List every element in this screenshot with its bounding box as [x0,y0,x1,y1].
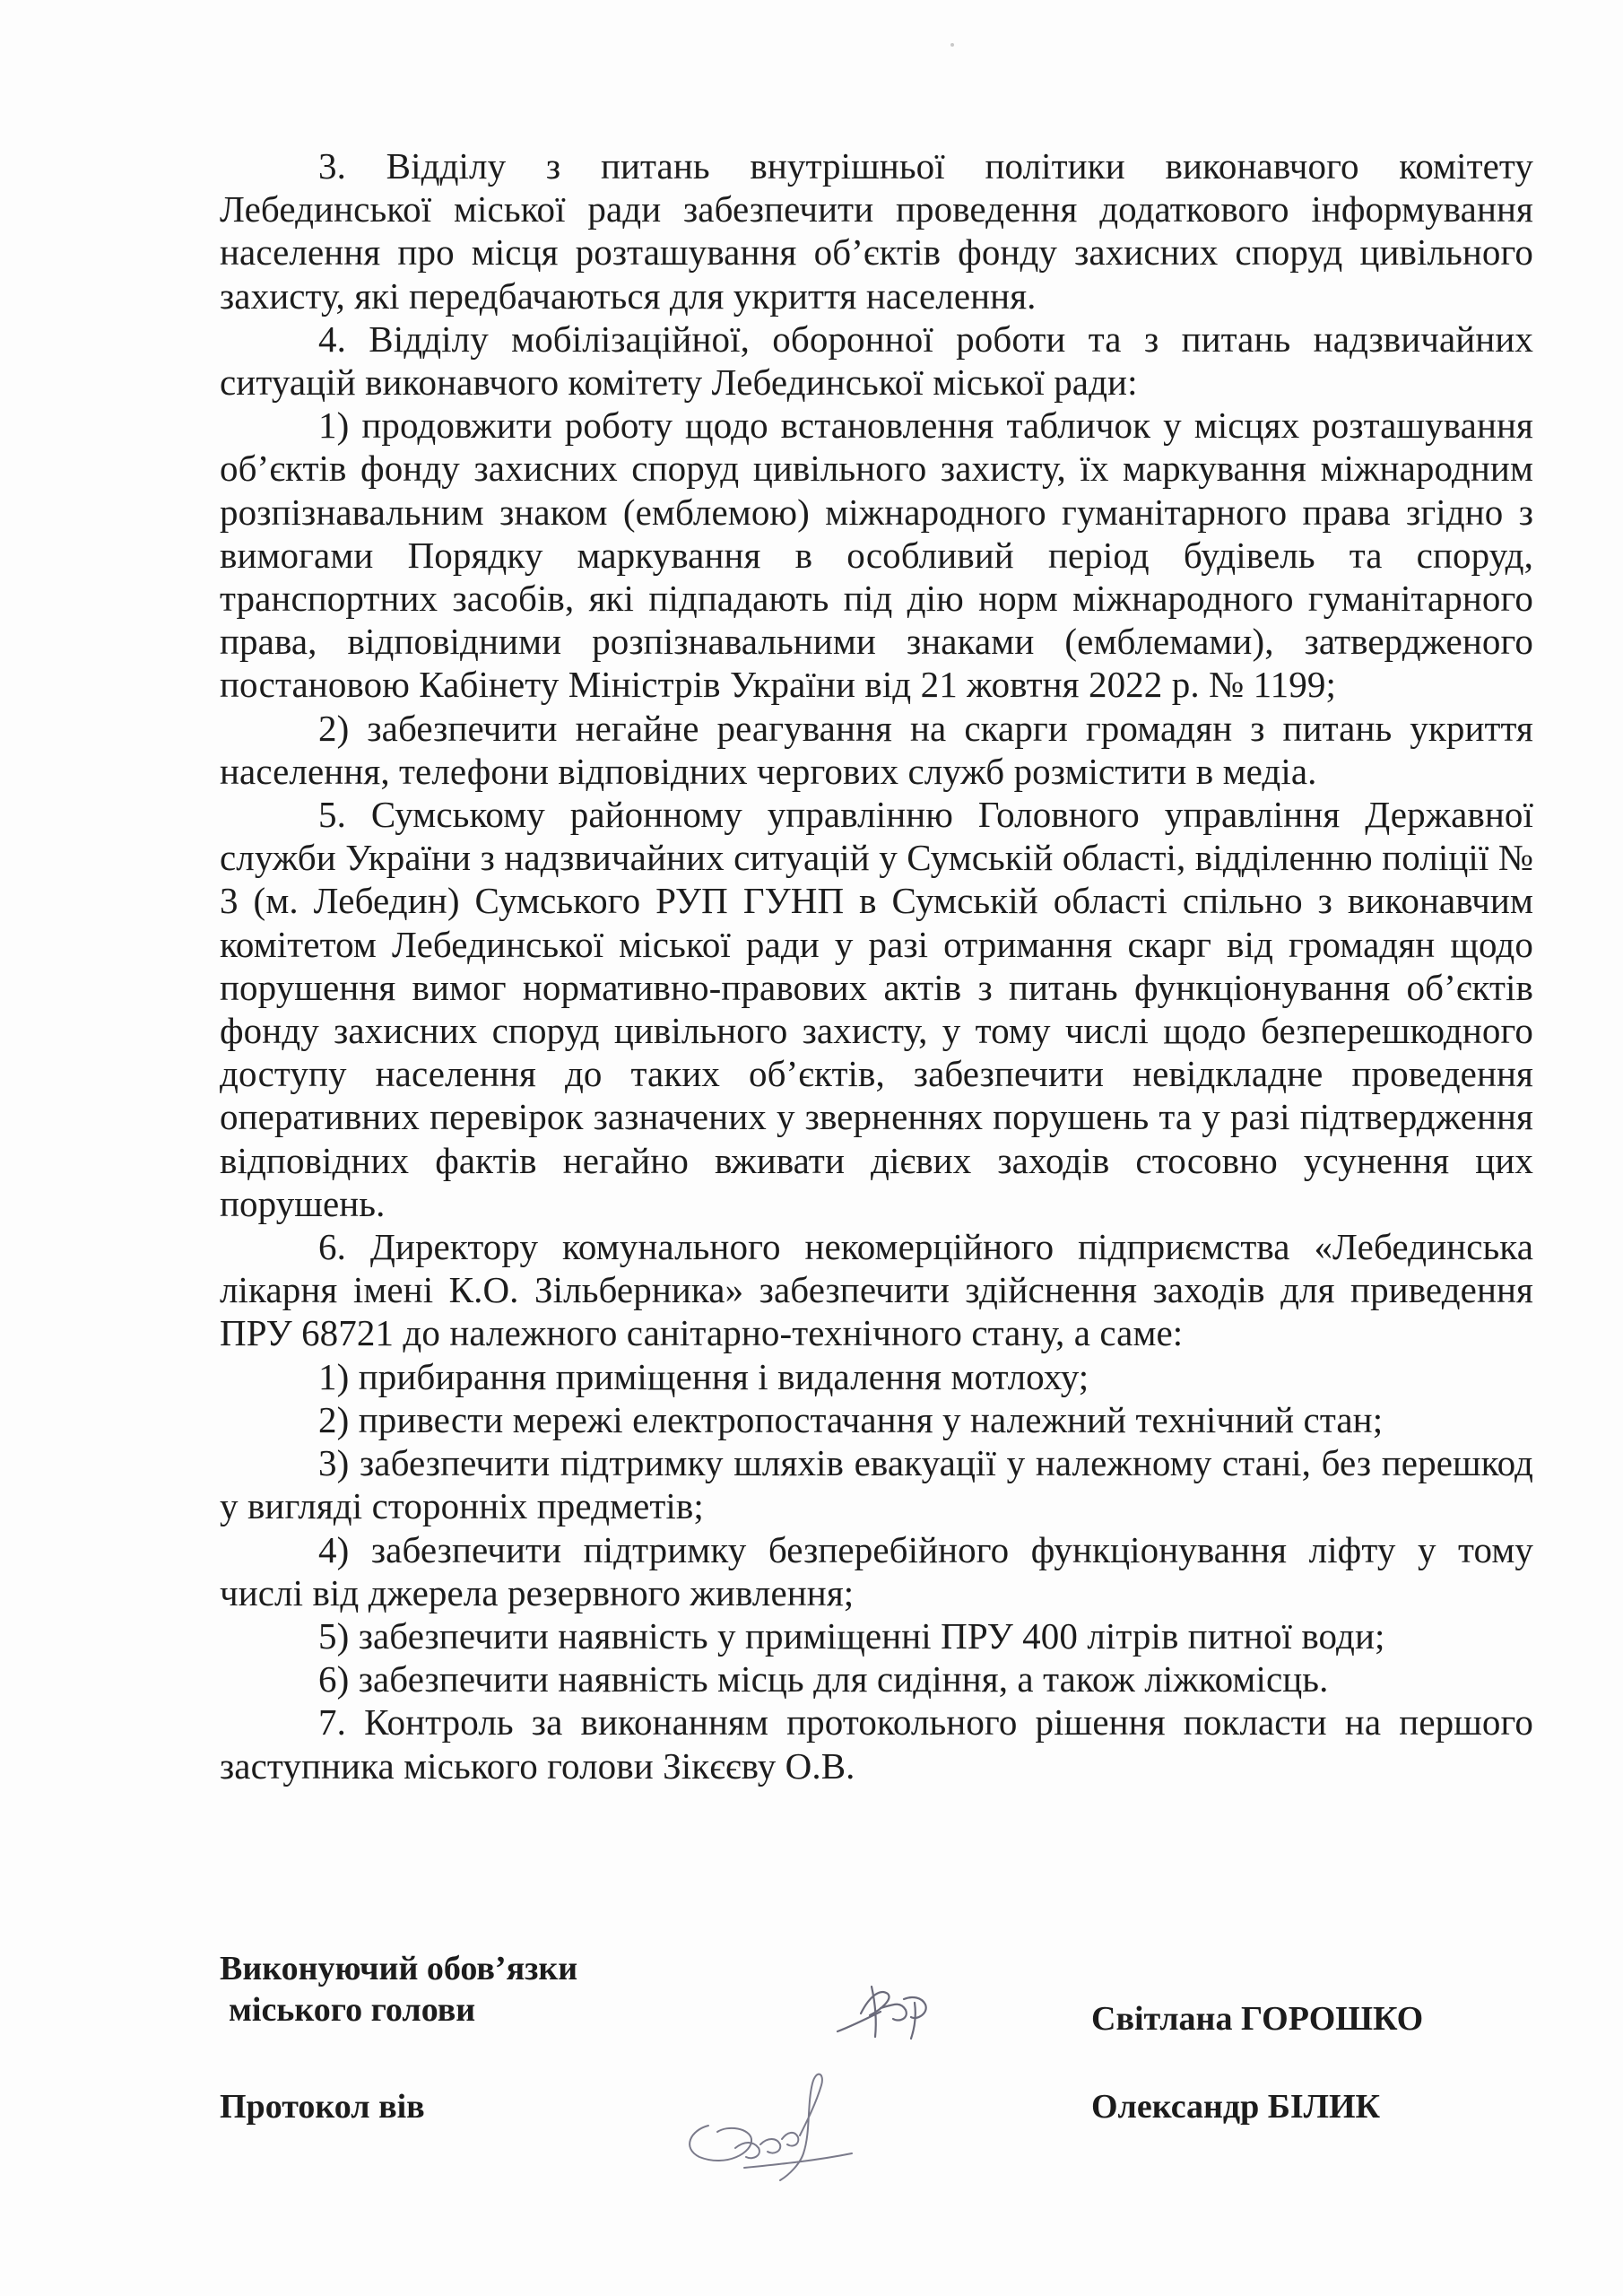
paragraph-6-item-4: 4) забезпечити підтримку безперебійного функціонування ліфту у тому числі від джерела резервного живлення; [220,1528,1533,1613]
protocol-name: Олександр БІЛИК [1091,2088,1381,2126]
paragraph-6-item-6: 6) забезпечити наявність місць для сидіння, а також ліжкомісць. [318,1658,1329,1700]
paragraph-6-item-2: 2) привести мережі електропостачання у належний технічний стан; [318,1398,1384,1440]
acting-title-line-2: міського голови [229,1991,476,2029]
paragraph-6: 6. Директору комунального некомерційного підприємства «Лебединська лікарня імені К.О. Зільберника» забезпечити здійснення заходів для приведення ПРУ 68721 до належного санітарно-технічного стану, а саме: [220,1226,1533,1354]
paragraph-6-item-5: 5) забезпечити наявність у приміщенні ПРУ 400 літрів питної води; [318,1614,1385,1657]
scan-speck [950,43,954,47]
document-body [220,144,1533,1787]
protocol-label: Протокол вів [220,2088,425,2126]
paragraph-6-item-1: 1) прибирання приміщення і видалення мотлоху; [318,1355,1089,1397]
acting-title-line-1: Виконуючий обов’язки [220,1950,578,1987]
paragraph-6-item-3: 3) забезпечити підтримку шляхів евакуації у належному стані, без перешкод у вигляді сторонніх предметів; [220,1442,1533,1527]
paragraph-3: 3. Відділу з питань внутрішньої політики виконавчого комітету Лебединської міської ради забезпечити проведення додаткового інформування населення про місця розташування об’єктів фонду захисних споруд цивільного захисту, які передбачаються для укриття населення. [220,145,1533,317]
paragraph-4: 4. Відділу мобілізаційної, оборонної роботи та з питань надзвичайних ситуацій виконавчого комітету Лебединської міської ради: [220,317,1533,404]
paragraph-4-item-1: 1) продовжити роботу щодо встановлення табличок у місцях розташування об’єктів фонду захисних споруд цивільного захисту, їх маркування міжнародним розпізнавальним знаком (емблемою) міжнародного гуманітарного права згідно з вимогами Порядку маркування в особливий період будівель та споруд, транспортних засобів, які підпадають під дію норм міжнародного гуманітарного права, відповідними розпізнавальними знаками (емблемами), затвердженого постановою Кабінету Міністрів України від 21 жовтня 2022 р. № 1199; [220,404,1533,706]
signature-block [220,1948,1533,2172]
paragraph-5: 5. Сумському районному управлінню Головного управління Державної служби України з надзвичайних ситуацій у Сумській області, відділенню поліції № 3 (м. Лебедин) Сумського РУП ГУНП в Сумській області спільно з виконавчим комітетом Лебединської міської ради у разі отримання скарг від громадян щодо порушення вимог нормативно-правових актів з питань функціонування об’єктів фонду захисних споруд цивільного захисту, у тому числі щодо безперешкодного доступу населення до таких об’єктів, забезпечити невідкладне проведення оперативних перевірок зазначених у зверненнях порушень та у разі підтвердження відповідних фактів негайно вживати дієвих заходів стосовно усунення цих порушень. [220,794,1533,1224]
paragraph-7: 7. Контроль за виконанням протокольного рішення покласти на першого заступника міського голови Зікєєву О.В. [220,1701,1533,1787]
paragraph-4-item-2: 2) забезпечити негайне реагування на скарги громадян з питань укриття населення, телефони відповідних чергових служб розмістити в медіа. [220,707,1533,792]
acting-mayor-title [220,1948,758,2031]
acting-mayor-name: Світлана ГОРОШКО [1091,2000,1424,2038]
